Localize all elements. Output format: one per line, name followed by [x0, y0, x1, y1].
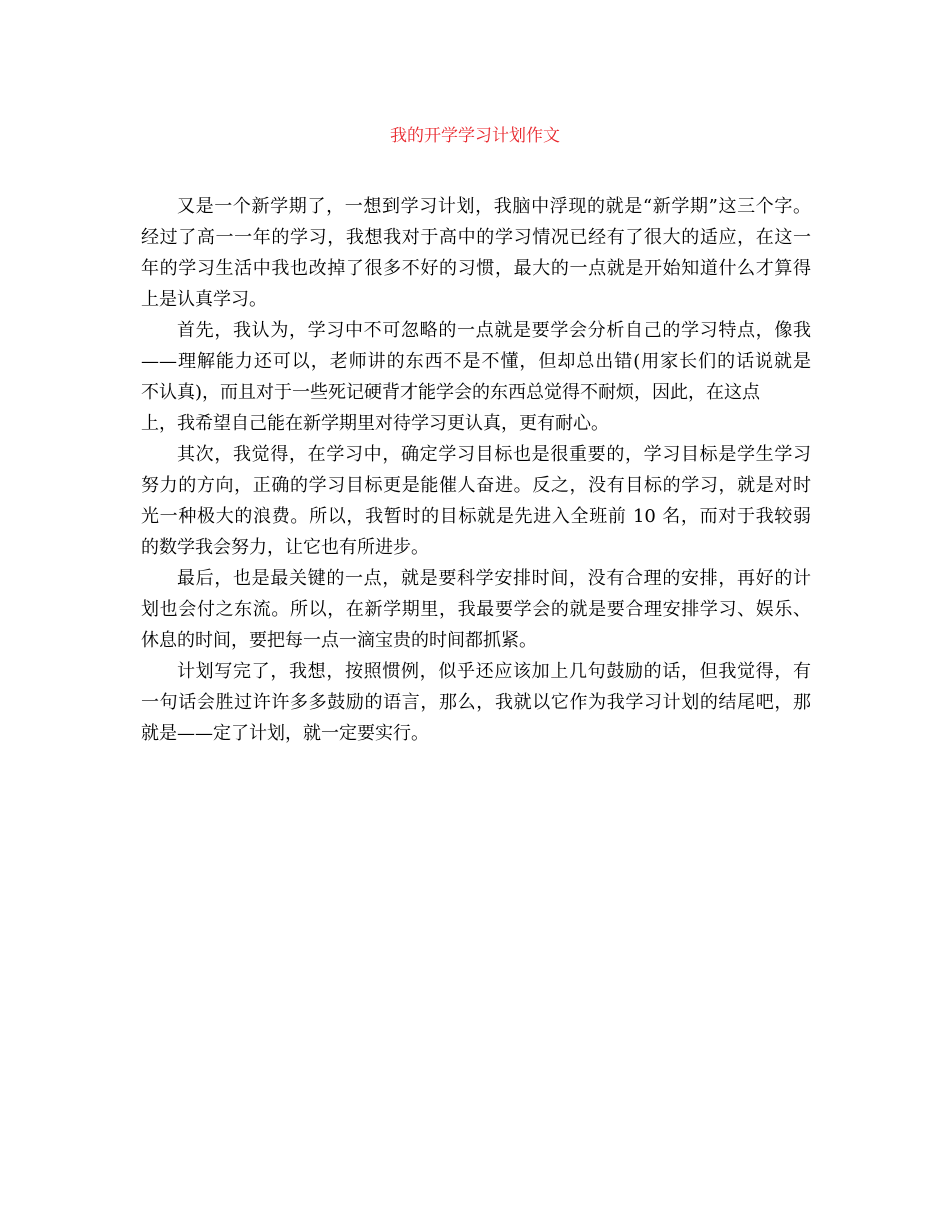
paragraph-line: 不认真)，而且对于一些死记硬背才能学会的东西总觉得不耐烦，因此，在这点 — [141, 382, 761, 403]
paragraph-line: 最后，也是最关键的一点，就是要科学安排时间，没有合理的安排，再好的计 — [177, 568, 811, 589]
paragraph-1 — [141, 191, 811, 315]
paragraph-line: 首先，我认为，学习中不可忽略的一点就是要学会分析自己的学习特点，像我 — [177, 320, 811, 341]
paragraph-line: 努力的方向，正确的学习目标更是能催人奋进。反之，没有目标的学习，就是对时 — [141, 475, 811, 496]
paragraph-line: 计划写完了，我想，按照惯例，似乎还应该加上几句鼓励的话，但我觉得，有 — [177, 661, 811, 682]
paragraph-line: 年的学习生活中我也改掉了很多不好的习惯，最大的一点就是开始知道什么才算得 — [141, 258, 811, 279]
paragraph-line: ——理解能力还可以，老师讲的东西不是不懂，但却总出错(用家长们的话说就是 — [141, 351, 811, 372]
document-title: 我的开学学习计划作文 — [390, 126, 560, 146]
paragraph-line: 经过了高一一年的学习，我想我对于高中的学习情况已经有了很大的适应，在这一 — [141, 227, 811, 248]
paragraph-line: 又是一个新学期了，一想到学习计划，我脑中浮现的就是“新学期”这三个字。 — [177, 196, 811, 217]
paragraph-line: 上是认真学习。 — [141, 289, 267, 310]
paragraph-2 — [141, 315, 811, 439]
paragraph-4 — [141, 563, 811, 656]
paragraph-line: 的数学我会努力，让它也有所进步。 — [141, 537, 429, 558]
paragraph-line: 光一种极大的浪费。所以，我暂时的目标就是先进入全班前 10 名，而对于我较弱 — [141, 506, 811, 527]
paragraph-5 — [141, 656, 811, 749]
document-body — [141, 191, 811, 749]
paragraph-line: 休息的时间，要把每一点一滴宝贵的时间都抓紧。 — [141, 630, 537, 651]
paragraph-3 — [141, 439, 811, 563]
paragraph-line: 其次，我觉得，在学习中，确定学习目标也是很重要的，学习目标是学生学习 — [177, 444, 811, 465]
paragraph-line: 一句话会胜过许许多多鼓励的语言，那么，我就以它作为我学习计划的结尾吧，那 — [141, 692, 811, 713]
paragraph-line: 划也会付之东流。所以，在新学期里，我最要学会的就是要合理安排学习、娱乐、 — [141, 599, 811, 620]
paragraph-line: 上，我希望自己能在新学期里对待学习更认真，更有耐心。 — [141, 413, 609, 434]
paragraph-line: 就是——定了计划，就一定要实行。 — [141, 723, 429, 744]
